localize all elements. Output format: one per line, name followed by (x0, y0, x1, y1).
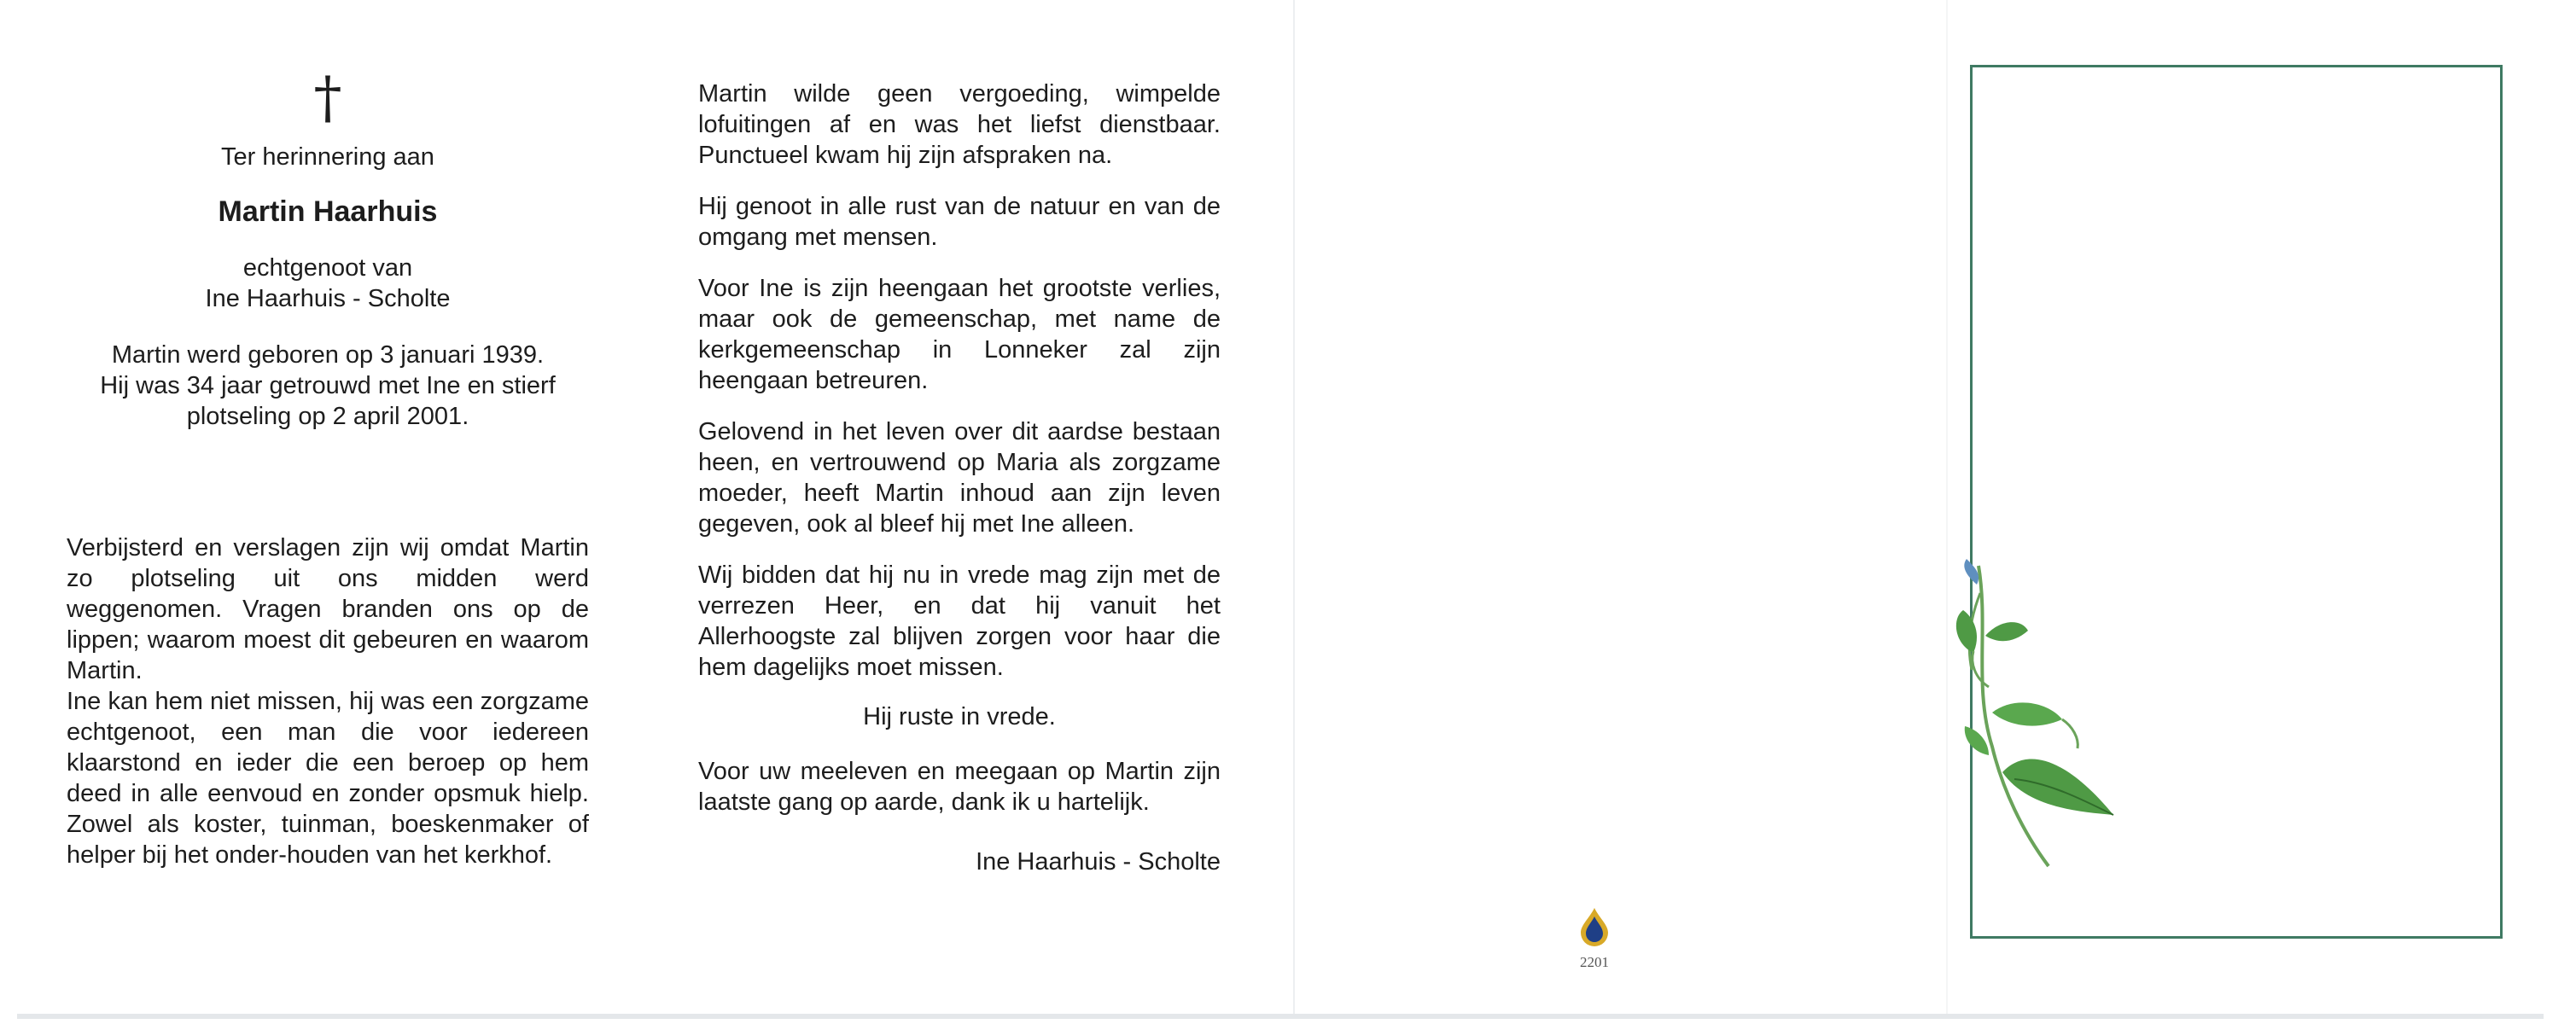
spouse-block (67, 253, 589, 314)
text-paragraph: Gelovend in het leven over dit aardse bestaan heen, en vertrouwend op Maria als zorgzame moeder, heeft Martin inhoud aan zijn leven gegeven, ook al bleef hij met Ine alleen. (698, 418, 1221, 538)
left-panel (67, 65, 589, 870)
life-line: plotseling op 2 april 2001. (186, 403, 469, 430)
drop-logo-icon (1577, 906, 1611, 947)
text-paragraph: Voor Ine is zijn heengaan het grootste verlies, maar ook de gemeenschap, met name de kerkgemeenschap in Lonneker zal zijn heengaan betreuren. (698, 275, 1221, 394)
life-line: Hij was 34 jaar getrouwd met Ine en stierf (100, 372, 556, 399)
text-paragraph: Wij bidden dat hij nu in vrede mag zijn met de verrezen Heer, en dat hij vanuit het Allerhoogste zal blijven zorgen voor haar die hem dagelijks moet missen. (698, 561, 1221, 681)
closing-paragraph: Voor uw meeleven en meegaan op Martin zijn laatste gang op aarde, dank ik u hartelijk. (698, 758, 1221, 816)
rest-in-peace: Hij ruste in vrede. (863, 703, 1056, 730)
cross-icon: † (313, 65, 342, 131)
spouse-label: echtgenoot van (242, 254, 413, 282)
text-paragraph: Martin wilde geen vergoeding, wimpelde lofuitingen af en was het liefst dienstbaar. Punctueel kwam hij zijn afspraken na. (698, 80, 1221, 169)
intro-text: Ter herinnering aan (221, 143, 434, 171)
tribute-text (67, 532, 589, 870)
publisher-mark (1560, 906, 1629, 971)
spouse-name: Ine Haarhuis - Scholte (205, 285, 451, 312)
tribute-paragraph: Ine kan hem niet missen, hij was een zorgzame echtgenoot, een man die voor iedereen klaarstond en ieder die een beroep op hem deed in alle eenvoud en zonder opsmuk hielp. Zowel als koster, tuinman, boeskenmaker of helper bij het onder-houden van het kerkhof. (67, 688, 589, 869)
fold-line-left (1293, 0, 1295, 1014)
signature: Ine Haarhuis - Scholte (976, 848, 1221, 876)
life-line: Martin werd geboren op 3 januari 1939. (111, 341, 545, 369)
life-details (67, 340, 589, 432)
text-paragraph: Hij genoot in alle rust van de natuur en van de omgang met mensen. (698, 193, 1221, 251)
publisher-code: 2201 (1580, 954, 1609, 970)
plant-illustration-icon (1955, 559, 2151, 875)
fold-line-right (1946, 0, 1948, 1014)
middle-panel (698, 79, 1221, 877)
tribute-paragraph: Verbijsterd en verslagen zijn wij omdat Martin zo plotseling uit ons midden werd weggenomen. Vragen branden ons op de lippen; waarom moest dit gebeuren en waarom Martin. (67, 534, 589, 684)
deceased-name: Martin Haarhuis (218, 195, 438, 228)
